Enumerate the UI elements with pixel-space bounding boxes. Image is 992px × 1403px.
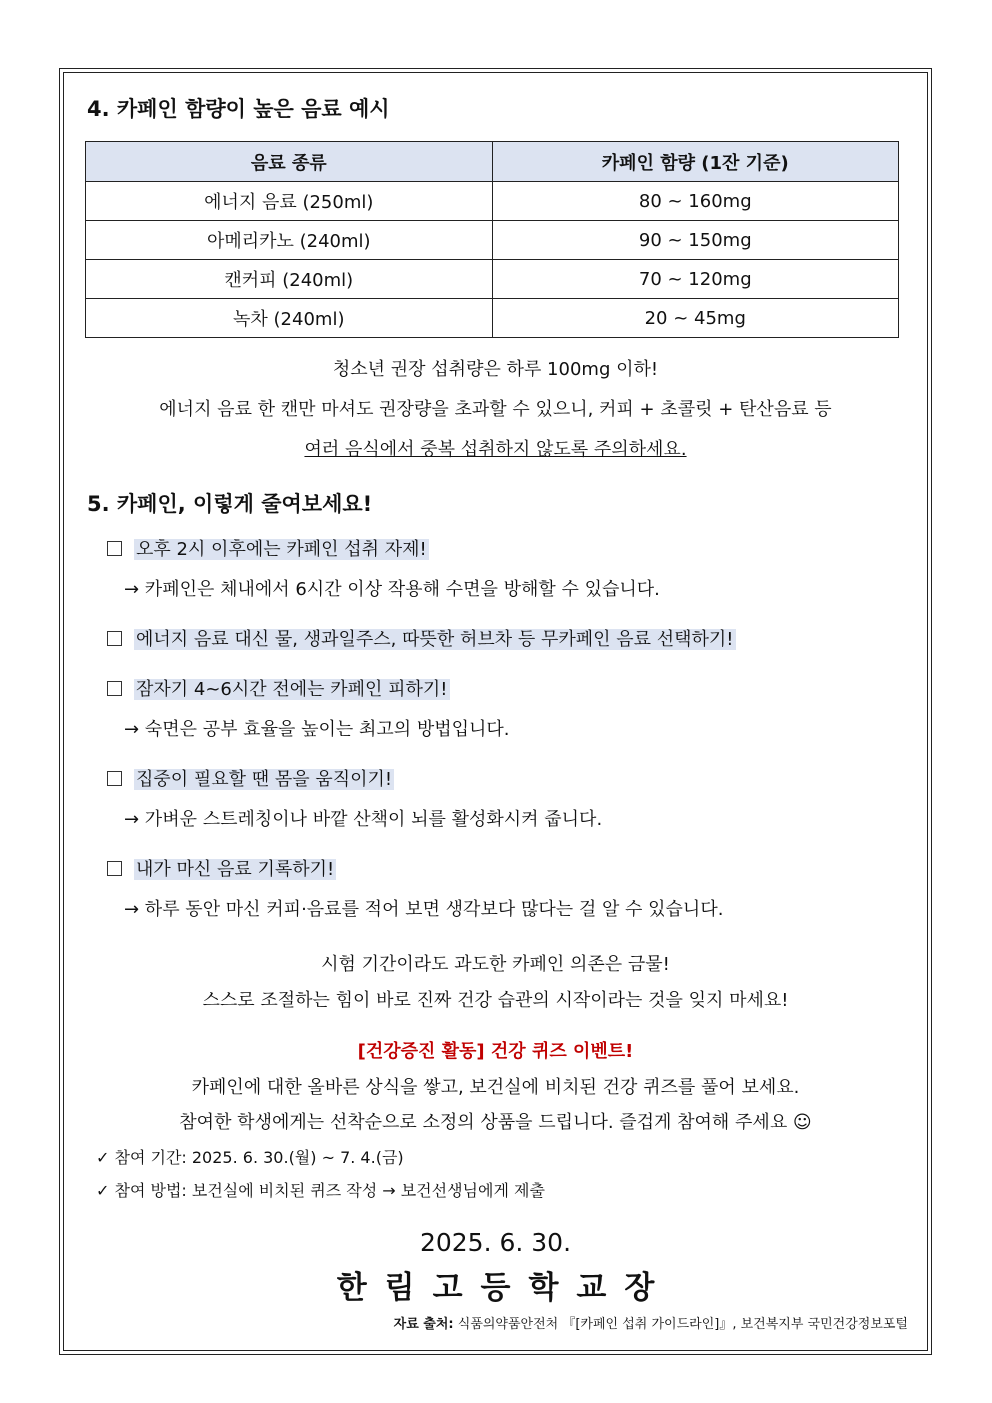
tip-title: 잠자기 4~6시간 전에는 카페인 피하기! bbox=[136, 679, 448, 700]
table-header-caffeine: 카페인 함량 (1잔 기준) bbox=[492, 142, 899, 182]
tip-title: 내가 마신 음료 기록하기! bbox=[136, 859, 335, 880]
closing-line-2: 스스로 조절하는 힘이 바로 진짜 건강 습관의 시작이라는 것을 잊지 마세요! bbox=[202, 990, 789, 1011]
tip-item bbox=[107, 675, 450, 701]
checkbox-icon bbox=[107, 771, 122, 786]
issue-date: 2025. 6. 30. bbox=[419, 1228, 572, 1257]
table-cell: 녹차 (240ml) bbox=[86, 299, 493, 338]
event-description-1: 카페인에 대한 올바른 상식을 쌓고, 보건실에 비치된 건강 퀴즈를 풀어 보세요. bbox=[191, 1077, 800, 1098]
checkbox-icon bbox=[107, 631, 122, 646]
checkbox-icon bbox=[107, 541, 122, 556]
checkbox-icon bbox=[107, 681, 122, 696]
event-period: ✓ 참여 기간: 2025. 6. 30.(월) ~ 7. 4.(금) bbox=[96, 1148, 404, 1167]
table-row bbox=[86, 260, 899, 299]
recommended-intake-note: 청소년 권장 섭취량은 하루 100mg 이하! bbox=[332, 359, 659, 380]
tip-item bbox=[107, 855, 336, 881]
energy-drink-warning: 에너지 음료 한 캔만 마셔도 권장량을 초과할 수 있으니, 커피 + 초콜릿 + 탄산음료 등 bbox=[159, 399, 832, 420]
tip-title: 오후 2시 이후에는 카페인 섭취 자제! bbox=[136, 539, 427, 560]
table-cell: 90 ~ 150mg bbox=[492, 221, 899, 260]
table-cell: 20 ~ 45mg bbox=[492, 299, 899, 338]
tip-title: 집중이 필요할 땐 몸을 움직이기! bbox=[136, 769, 393, 790]
table-header-drink: 음료 종류 bbox=[86, 142, 493, 182]
table-row bbox=[86, 299, 899, 338]
tip-detail: → 숙면은 공부 효율을 높이는 최고의 방법입니다. bbox=[124, 719, 510, 740]
table-cell: 80 ~ 160mg bbox=[492, 182, 899, 221]
school-principal: 한림고등학교장 bbox=[336, 1270, 673, 1306]
tip-title: 에너지 음료 대신 물, 생과일주스, 따뜻한 허브차 등 무카페인 음료 선택하기! bbox=[136, 629, 734, 650]
event-method: ✓ 참여 방법: 보건실에 비치된 퀴즈 작성 → 보건선생님에게 제출 bbox=[96, 1181, 545, 1200]
tip-detail: → 하루 동안 마신 커피·음료를 적어 보면 생각보다 많다는 걸 알 수 있습니다. bbox=[124, 899, 724, 920]
table-header-row bbox=[86, 142, 899, 182]
tip-item bbox=[107, 765, 394, 791]
source-note bbox=[394, 1313, 908, 1332]
table-row bbox=[86, 221, 899, 260]
caffeine-table bbox=[85, 141, 899, 338]
source-label: 자료 출처: bbox=[393, 1317, 454, 1332]
table-cell: 70 ~ 120mg bbox=[492, 260, 899, 299]
event-title: [건강증진 활동] 건강 퀴즈 이벤트! bbox=[357, 1041, 634, 1062]
table-cell: 에너지 음료 (250ml) bbox=[86, 182, 493, 221]
table-row bbox=[86, 182, 899, 221]
tip-item bbox=[107, 535, 429, 561]
overlap-warning: 여러 음식에서 중복 섭취하지 않도록 주의하세요. bbox=[304, 439, 687, 460]
tip-item bbox=[107, 625, 736, 651]
section4-heading: 4. 카페인 함량이 높은 음료 예시 bbox=[87, 97, 390, 121]
table-cell: 아메리카노 (240ml) bbox=[86, 221, 493, 260]
event-description-2: 참여한 학생에게는 선착순으로 소정의 상품을 드립니다. 즐겁게 참여해 주세요 ☺ bbox=[179, 1112, 812, 1133]
tip-detail: → 가벼운 스트레칭이나 바깥 산책이 뇌를 활성화시켜 줍니다. bbox=[124, 809, 603, 830]
checkbox-icon bbox=[107, 861, 122, 876]
table-cell: 캔커피 (240ml) bbox=[86, 260, 493, 299]
closing-line-1: 시험 기간이라도 과도한 카페인 의존은 금물! bbox=[321, 954, 670, 975]
source-text: 식품의약품안전처 『[카페인 섭취 가이드라인]』, 보건복지부 국민건강정보포털 bbox=[453, 1317, 908, 1332]
section5-heading: 5. 카페인, 이렇게 줄여보세요! bbox=[87, 492, 373, 516]
tip-detail: → 카페인은 체내에서 6시간 이상 작용해 수면을 방해할 수 있습니다. bbox=[124, 579, 660, 600]
